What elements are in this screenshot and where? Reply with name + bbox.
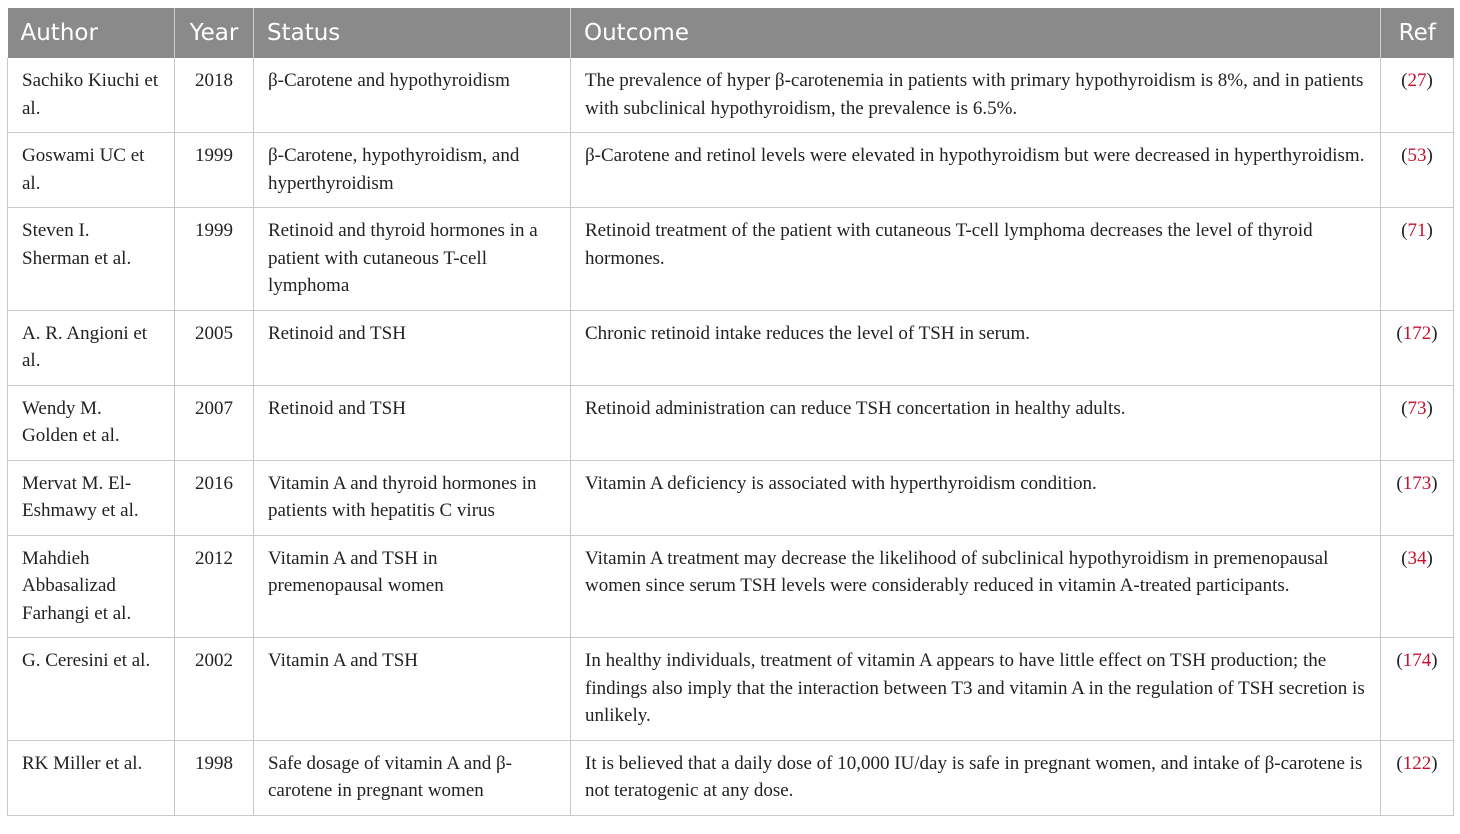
- year-cell: 2012: [175, 535, 254, 638]
- table-row: [8, 310, 1454, 385]
- ref-cell: (122): [1381, 740, 1454, 815]
- table-row: [8, 208, 1454, 311]
- header-ref: Ref: [1381, 8, 1454, 58]
- status-cell: Retinoid and TSH: [254, 310, 571, 385]
- table-row: [8, 535, 1454, 638]
- ref-cell: (34): [1381, 535, 1454, 638]
- outcome-cell: In healthy individuals, treatment of vitamin A appears to have little effect on TSH production; the findings also imply that the interaction between T3 and vitamin A in the regulation of TSH secretion is unlikely.: [571, 638, 1381, 741]
- author-cell: Mahdieh Abbasalizad Farhangi et al.: [8, 535, 175, 638]
- reference-link[interactable]: 174: [1402, 650, 1432, 671]
- ref-cell: (73): [1381, 385, 1454, 460]
- header-year: Year: [175, 8, 254, 58]
- year-cell: 2002: [175, 638, 254, 741]
- status-cell: β-Carotene and hypothyroidism: [254, 58, 571, 133]
- table-row: [8, 638, 1454, 741]
- author-cell: Sachiko Kiuchi et al.: [8, 58, 175, 133]
- status-cell: Retinoid and thyroid hormones in a patient with cutaneous T-cell lymphoma: [254, 208, 571, 311]
- table-header: [8, 8, 1454, 58]
- author-cell: A. R. Angioni et al.: [8, 310, 175, 385]
- reference-link[interactable]: 172: [1402, 322, 1432, 344]
- ref-cell: (173): [1381, 460, 1454, 535]
- author-cell: G. Ceresini et al.: [8, 638, 175, 741]
- reference-link[interactable]: 71: [1407, 220, 1427, 241]
- studies-table: [7, 8, 1454, 816]
- table-row: [8, 460, 1454, 535]
- ref-cell: (53): [1381, 133, 1454, 208]
- year-cell: 2007: [175, 385, 254, 460]
- table-row: [8, 133, 1454, 208]
- author-cell: Goswami UC et al.: [8, 133, 175, 208]
- header-author: Author: [8, 8, 175, 58]
- outcome-cell: The prevalence of hyper β-carotenemia in patients with primary hypothyroidism is 8%, and in patients with subclinical hypothyroidism, the prevalence is 6.5%.: [571, 58, 1381, 133]
- year-cell: 2018: [175, 58, 254, 133]
- table-row: [8, 58, 1454, 133]
- status-cell: Vitamin A and TSH: [254, 638, 571, 741]
- status-cell: Safe dosage of vitamin A and β-carotene in pregnant women: [254, 740, 571, 815]
- reference-link[interactable]: 53: [1407, 145, 1427, 166]
- ref-cell: (71): [1381, 208, 1454, 311]
- author-cell: Wendy M. Golden et al.: [8, 385, 175, 460]
- header-row: [8, 8, 1454, 58]
- status-cell: Vitamin A and thyroid hormones in patients with hepatitis C virus: [254, 460, 571, 535]
- year-cell: 1999: [175, 133, 254, 208]
- year-cell: 2016: [175, 460, 254, 535]
- outcome-cell: It is believed that a daily dose of 10,000 IU/day is safe in pregnant women, and intake of β-carotene is not teratogenic at any dose.: [571, 740, 1381, 815]
- outcome-cell: Vitamin A deficiency is associated with hyperthyroidism condition.: [571, 460, 1381, 535]
- reference-link[interactable]: 122: [1402, 752, 1432, 774]
- ref-cell: (27): [1381, 58, 1454, 133]
- outcome-cell: Vitamin A treatment may decrease the likelihood of subclinical hypothyroidism in premenopausal women since serum TSH levels were considerably reduced in vitamin A-treated participants.: [571, 535, 1381, 638]
- table-body: [8, 58, 1454, 815]
- year-cell: 2005: [175, 310, 254, 385]
- table-row: [8, 740, 1454, 815]
- header-status: Status: [254, 8, 571, 58]
- author-cell: Steven I. Sherman et al.: [8, 208, 175, 311]
- header-outcome: Outcome: [571, 8, 1381, 58]
- outcome-cell: Retinoid administration can reduce TSH concertation in healthy adults.: [571, 385, 1381, 460]
- reference-link[interactable]: 27: [1407, 70, 1427, 91]
- outcome-cell: β-Carotene and retinol levels were elevated in hypothyroidism but were decreased in hyperthyroidism.: [571, 133, 1381, 208]
- reference-link[interactable]: 173: [1402, 472, 1432, 494]
- status-cell: Vitamin A and TSH in premenopausal women: [254, 535, 571, 638]
- status-cell: β-Carotene, hypothyroidism, and hyperthyroidism: [254, 133, 571, 208]
- year-cell: 1998: [175, 740, 254, 815]
- reference-link[interactable]: 34: [1407, 547, 1427, 569]
- ref-cell: (174): [1381, 638, 1454, 741]
- outcome-cell: Retinoid treatment of the patient with cutaneous T-cell lymphoma decreases the level of thyroid hormones.: [571, 208, 1381, 311]
- ref-cell: (172): [1381, 310, 1454, 385]
- table-row: [8, 385, 1454, 460]
- reference-link[interactable]: 73: [1407, 397, 1427, 419]
- outcome-cell: Chronic retinoid intake reduces the level of TSH in serum.: [571, 310, 1381, 385]
- status-cell: Retinoid and TSH: [254, 385, 571, 460]
- year-cell: 1999: [175, 208, 254, 311]
- author-cell: Mervat M. El-Eshmawy et al.: [8, 460, 175, 535]
- author-cell: RK Miller et al.: [8, 740, 175, 815]
